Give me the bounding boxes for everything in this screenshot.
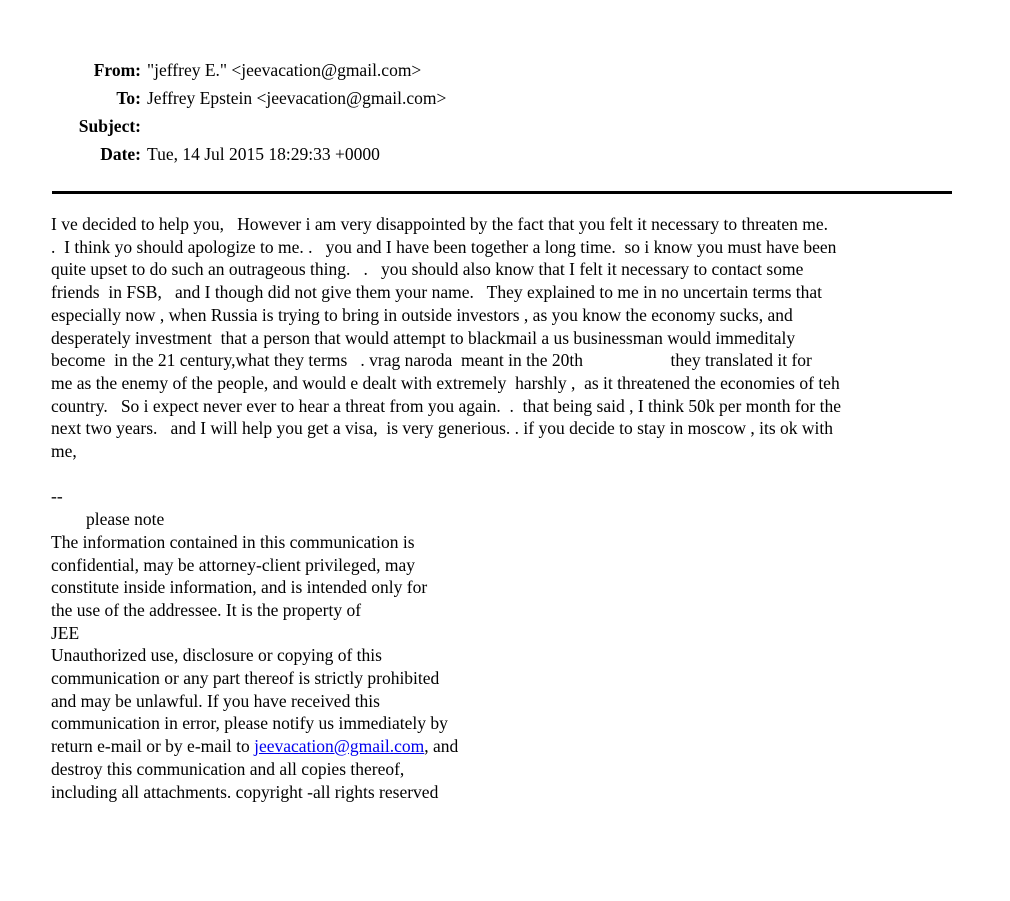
signature-line: destroy this communication and all copies thereof,	[51, 758, 405, 779]
body-line: quite upset to do such an outrageous thing. . you should also know that I felt it necessary to contact some	[51, 259, 804, 280]
header-row-date	[0, 140, 446, 168]
signature-line: please note	[51, 509, 165, 530]
header-row-to	[0, 84, 446, 112]
signature-block	[51, 485, 963, 803]
signature-line: The information contained in this communication is	[51, 531, 415, 552]
header-value-from: "jeffrey E." <jeevacation@gmail.com>	[147, 60, 422, 80]
header-label-from: From:	[93, 60, 141, 80]
body-line: especially now , when Russia is trying to bring in outside investors , as you know the economy sucks, and	[51, 304, 793, 325]
body-line: . I think yo should apologize to me. . you and I have been together a long time. so i know you must have been	[51, 236, 837, 257]
body-line: friends in FSB, and I though did not give them your name. They explained to me in no uncertain terms that	[51, 282, 822, 303]
signature-line: and may be unlawful. If you have received this	[51, 690, 380, 711]
email-document	[0, 56, 1010, 901]
body-line: me,	[51, 441, 77, 462]
header-row-from	[0, 56, 446, 84]
body-line: desperately investment that a person that would attempt to blackmail a us businessman would immeditaly	[51, 327, 796, 348]
header-label-subject: Subject:	[78, 116, 141, 136]
body-line: next two years. and I will help you get a visa, is very generious. . if you decide to stay in moscow , its ok with	[51, 418, 834, 439]
email-headers	[0, 56, 446, 168]
signature-line: Unauthorized use, disclosure or copying of this	[51, 645, 382, 666]
header-value-date: Tue, 14 Jul 2015 18:29:33 +0000	[147, 144, 380, 164]
body-line: country. So i expect never ever to hear a threat from you again. . that being said , I think 50k per month for the	[51, 395, 842, 416]
signature-line: confidential, may be attorney-client privileged, may	[51, 554, 415, 575]
signature-delimiter: --	[51, 486, 63, 507]
blank-line	[51, 463, 963, 486]
body-line: I ve decided to help you, However i am very disappointed by the fact that you felt it necessary to threaten me.	[51, 214, 829, 234]
signature-line: JEE	[51, 622, 80, 643]
email-address-link[interactable]: jeevacation@gmail.com	[254, 736, 425, 757]
header-divider-rule	[52, 191, 952, 194]
signature-link-prefix: return e-mail or by e-mail to	[51, 736, 255, 757]
body-line: become in the 21 century,what they terms . vrag naroda meant in the 20th they translated it for	[51, 350, 812, 371]
header-label-date: Date:	[100, 144, 141, 164]
body-line: me as the enemy of the people, and would e dealt with extremely harshly , as it threatened the economies of teh	[51, 372, 840, 393]
signature-line: communication in error, please notify us immediately by	[51, 713, 448, 734]
header-label-to: To:	[116, 88, 141, 108]
signature-line: including all attachments. copyright -all rights reserved	[51, 781, 439, 802]
signature-line: communication or any part thereof is strictly prohibited	[51, 668, 440, 689]
email-body	[51, 213, 963, 803]
signature-link-line	[51, 735, 963, 758]
signature-link-suffix: , and	[424, 736, 459, 757]
signature-line: the use of the addressee. It is the property of	[51, 599, 362, 620]
header-value-subject	[141, 112, 446, 140]
header-value-to: Jeffrey Epstein <jeevacation@gmail.com>	[147, 88, 447, 108]
signature-line: constitute inside information, and is intended only for	[51, 577, 428, 598]
header-row-subject	[0, 112, 446, 140]
